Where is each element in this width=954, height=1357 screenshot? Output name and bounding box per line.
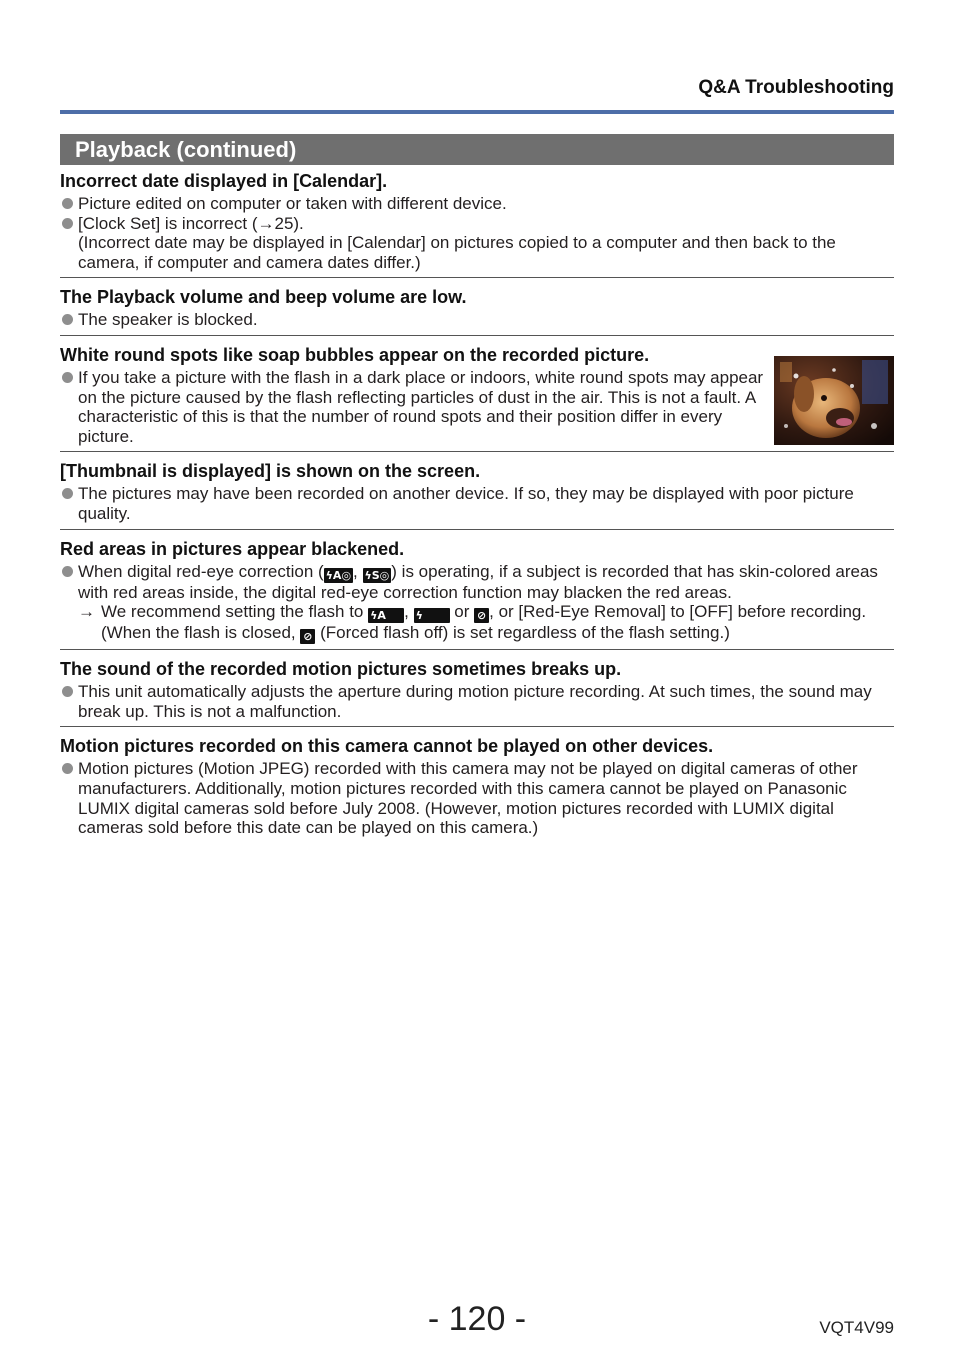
- qa-list: [60, 170, 894, 851]
- bullet-icon: [62, 566, 73, 577]
- answer-bullet: Motion pictures (Motion JPEG) recorded with this camera may not be played on digital cameras of other manufacturers. Additionally, motion pictures recorded with this camera cannot be played on Panasonic LUMIX digital cameras sold before July 2008. (However, motion pictures recorded with LUMIX digital cameras sold before this date can be played on this camera.): [60, 759, 894, 837]
- recommendation-note: → We recommend setting the flash to ϟA , ϟ or ⊘ , or [Red-Eye Removal] to [OFF] before recording. (When the flash is closed, ⊘ (Forced flash off) is set regardless of the flash setting.): [78, 602, 867, 644]
- answer-bullet: The pictures may have been recorded on another device. If so, they may be displayed with poor picture quality.: [60, 484, 894, 523]
- bullet-icon: [62, 372, 73, 383]
- qa-item-soap-bubbles: [60, 344, 894, 452]
- flash-off-icon: ⊘: [300, 629, 315, 644]
- qa-item-calendar-date: [60, 170, 894, 278]
- bullet-icon: [62, 488, 73, 499]
- question: Incorrect date displayed in [Calendar].: [60, 171, 388, 191]
- bullet-icon: [62, 763, 73, 774]
- bullet-icon: [62, 314, 73, 325]
- answer-continuation: (Incorrect date may be displayed in [Calendar] on pictures copied to a computer and then back to the camera, if computer and camera dates differ.): [78, 233, 836, 272]
- flash-auto-icon: ϟA: [368, 608, 404, 623]
- question: White round spots like soap bubbles appear on the recorded picture.: [60, 344, 650, 365]
- page-number: - 120 -: [427, 1300, 527, 1338]
- answer-bullet: This unit automatically adjusts the aperture during motion picture recording. At such times, the sound may break up. This is not a malfunction.: [60, 682, 894, 721]
- qa-item-volume: [60, 286, 894, 336]
- question: [Thumbnail is displayed] is shown on the screen.: [60, 461, 481, 482]
- dog-photo-image: [774, 356, 894, 445]
- page-header-title: Q&A Troubleshooting: [698, 77, 894, 98]
- answer-bullet: Picture edited on computer or taken with different device.: [60, 194, 894, 214]
- question: The sound of the recorded motion pictures sometimes breaks up.: [60, 659, 622, 680]
- answer-bullet: [Clock Set] is incorrect (→25). (Incorrect date may be displayed in [Calendar] on pictures copied to a computer and then back to the camera, if computer and camera dates differ.): [60, 214, 894, 273]
- qa-item-thumbnail: [60, 460, 894, 529]
- bullet-icon: [62, 218, 73, 229]
- qa-item-sound-breaks: [60, 658, 894, 727]
- section-title: Playback (continued): [60, 134, 894, 165]
- bullet-icon: [62, 686, 73, 697]
- answer-bullet: When digital red-eye correction ( ϟA◎ , ϟS◎ ) is operating, if a subject is recorded that has skin-colored areas with red areas inside, the digital red-eye correction function may blacken the red areas.: [60, 562, 894, 603]
- answer-bullet: The speaker is blocked.: [60, 310, 894, 330]
- question: Red areas in pictures appear blackened.: [60, 538, 405, 559]
- bullet-icon: [62, 198, 73, 209]
- qa-item-motion-playback: [60, 735, 894, 842]
- arrow-icon: →: [78, 602, 95, 622]
- flash-auto-redeye-icon: ϟA◎: [325, 568, 352, 582]
- question: The Playback volume and beep volume are low.: [60, 287, 467, 308]
- question: Motion pictures recorded on this camera cannot be played on other devices.: [60, 736, 714, 757]
- answer-bullet: If you take a picture with the flash in a dark place or indoors, white round spots may appear on the picture caused by the flash reflecting particles of dust in the air. This is not a fault. A characteristic of this is that the number of round spots and their position differ in every picture.: [60, 368, 770, 446]
- flash-off-icon: ⊘: [474, 608, 489, 623]
- qa-item-red-areas: [60, 538, 894, 651]
- document-code: VQT4V99: [819, 1318, 894, 1337]
- flash-forced-on-icon: ϟ: [414, 608, 450, 623]
- header-rule: [60, 110, 894, 114]
- sample-photo-dog: [774, 356, 894, 445]
- flash-slow-redeye-icon: ϟS◎: [364, 568, 390, 582]
